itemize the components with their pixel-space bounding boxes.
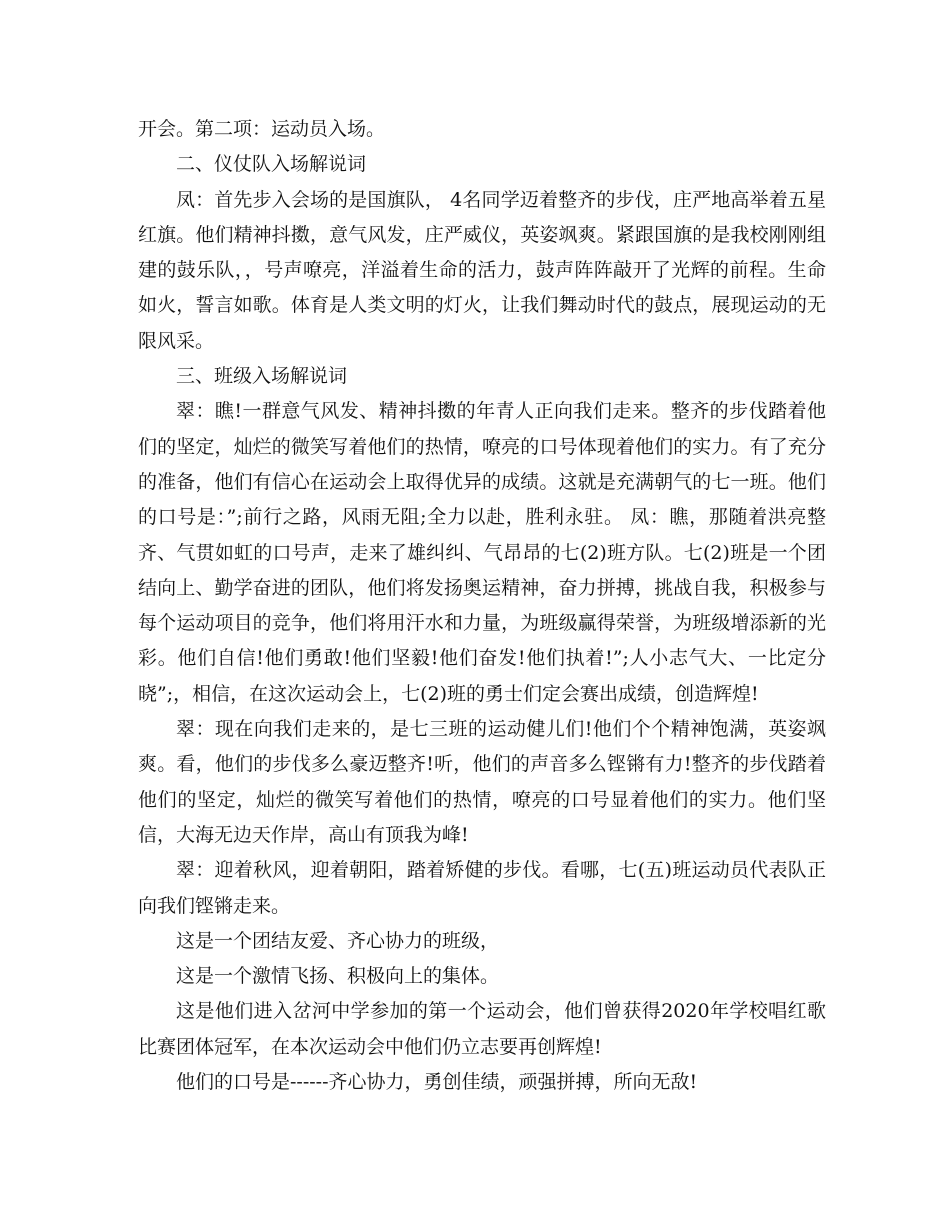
paragraph: 翠：迎着秋风，迎着朝阳，踏着矫健的步伐。看哪，七(五)班运动员代表队正向我们铿锵走来。 <box>138 859 826 917</box>
paragraph: 他们的口号是------齐心协力，勇创佳绩，顽强拼搏，所向无敌! <box>176 1071 698 1094</box>
paragraph: 翠：现在向我们走来的，是七三班的运动健儿们!他们个个精神饱满，英姿飒爽。看，他们的步伐多么豪迈整齐!听，他们的声音多么铿锵有力!整齐的步伐踏着他们的坚定，灿烂的微笑写着他们的热情，嘹亮的口号显着他们的实力。他们坚信，大海无边天作岸，高山有顶我为峰! <box>138 718 826 846</box>
paragraph: 这是一个激情飞扬、积极向上的集体。 <box>176 965 500 988</box>
paragraph: 这是一个团结友爱、齐心协力的班级， <box>176 929 500 952</box>
paragraph: 翠：瞧!一群意气风发、精神抖擞的年青人正向我们走来。整齐的步伐踏着他们的坚定，灿烂的微笑写着他们的热情，嘹亮的口号体现着他们的实力。有了充分的准备，他们有信心在运动会上取得优异的成绩。这就是充满朝气的七一班。他们的口号是：”;前行之路，风雨无阻;全力以赴，胜利永驻。 凤：瞧，那随着洪亮整齐、气贯如虹的口号声，走来了雄纠纠、气昂昂的七(2)班方队。七(2)班是一个团结向上、勤学奋进的团队，他们将发扬奥运精神，奋力拼搏，挑战自我，积极参与每个运动项目的竞争，他们将用汗水和力量，为班级赢得荣誉，为班级增添新的光彩。他们自信!他们勇敢!他们坚毅!他们奋发!他们执着!”;人小志气大、一比定分晓”;，相信，在这次运动会上，七(2)班的勇士们定会赛出成绩，创造辉煌! <box>138 400 826 705</box>
paragraph: 这是他们进入岔河中学参加的第一个运动会，他们曾获得2020年学校唱红歌比赛团体冠军，在本次运动会中他们仍立志要再创辉煌! <box>138 1000 826 1058</box>
section-heading: 三、班级入场解说词 <box>176 365 348 388</box>
paragraph: 开会。第二项：运动员入场。 <box>138 118 386 140</box>
section-heading: 二、仪仗队入场解说词 <box>176 153 367 176</box>
document-body <box>138 112 826 1100</box>
paragraph: 凤：首先步入会场的是国旗队， 4名同学迈着整齐的步伐，庄严地高举着五星红旗。他们精神抖擞，意气风发，庄严威仪，英姿飒爽。紧跟国旗的是我校刚刚组建的鼓乐队，，号声嘹亮，洋溢着生命的活力，鼓声阵阵敲开了光辉的前程。生命如火，誓言如歌。体育是人类文明的灯火，让我们舞动时代的鼓点，展现运动的无限风采。 <box>138 188 826 352</box>
